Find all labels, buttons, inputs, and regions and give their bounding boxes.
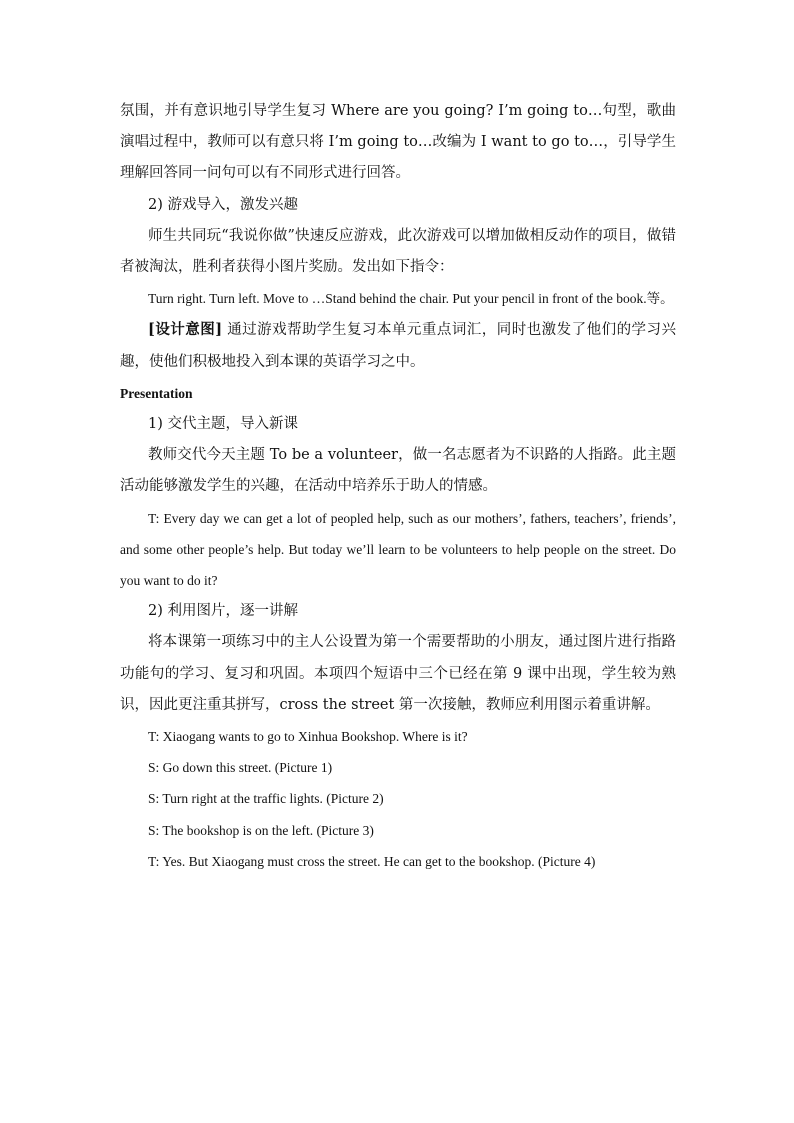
- dialogue-line-teacher-question: T: Xiaogang wants to go to Xinhua Bookshop. Where is it?: [148, 729, 468, 745]
- paragraph-game-commands: Turn right. Turn left. Move to …Stand behind the chair. Put your pencil in front of the book.等。: [148, 291, 674, 307]
- document-page: [120, 96, 676, 877]
- subheading-theme-intro: 1) 交代主题，导入新课: [148, 416, 298, 433]
- paragraph-picture-method: 将本课第一项练习中的主人公设置为第一个需要帮助的小朋友，通过图片进行指路功能句的学习、复习和巩固。本项四个短语中三个已经在第 9 课中出现，学生较为熟识，因此更注重其拼写，cross the street 第一次接触，教师应利用图示着重讲解。: [120, 634, 676, 713]
- dialogue-line-picture-3: S: The bookshop is on the left. (Picture 3): [148, 822, 374, 838]
- section-heading-presentation: Presentation: [120, 385, 193, 401]
- dialogue-teacher-intro: T: Every day we can get a lot of peopled help, such as our mothers’, fathers, teachers’, friends’, and some other people’s help. But today we’ll learn to be volunteers to help people on the street. Do you want to do it?: [120, 510, 676, 589]
- dialogue-line-picture-1: S: Go down this street. (Picture 1): [148, 760, 333, 776]
- subheading-game-intro: 2) 游戏导入，激发兴趣: [148, 196, 298, 213]
- dialogue-line-picture-2: S: Turn right at the traffic lights. (Picture 2): [148, 791, 384, 807]
- paragraph-volunteer-theme: 教师交代今天主题 To be a volunteer，做一名志愿者为不识路的人指路。此主题活动能够激发学生的兴趣，在活动中培养乐于助人的情感。: [120, 447, 676, 495]
- paragraph-design-intent: [120, 314, 676, 377]
- paragraph-song-review: 氛围，并有意识地引导学生复习 Where are you going? I’m going to…句型，歌曲演唱过程中，教师可以有意只将 I’m going to…改编为 I want to go to…，引导学生理解回答同一问句可以有不同形式进行回答。: [120, 103, 676, 182]
- subheading-picture-explain: 2) 利用图片，逐一讲解: [148, 603, 298, 620]
- paragraph-game-description: 师生共同玩“我说你做”快速反应游戏，此次游戏可以增加做相反动作的项目，做错者被淘汰，胜利者获得小图片奖励。发出如下指令：: [120, 227, 676, 276]
- design-intent-text: 通过游戏帮助学生复习本单元重点词汇，同时也激发了他们的学习兴趣，使他们积极地投入到本课的英语学习之中。: [120, 322, 676, 370]
- design-intent-label: [设计意图]: [148, 321, 223, 339]
- dialogue-line-picture-4: T: Yes. But Xiaogang must cross the street. He can get to the bookshop. (Picture 4): [148, 853, 596, 869]
